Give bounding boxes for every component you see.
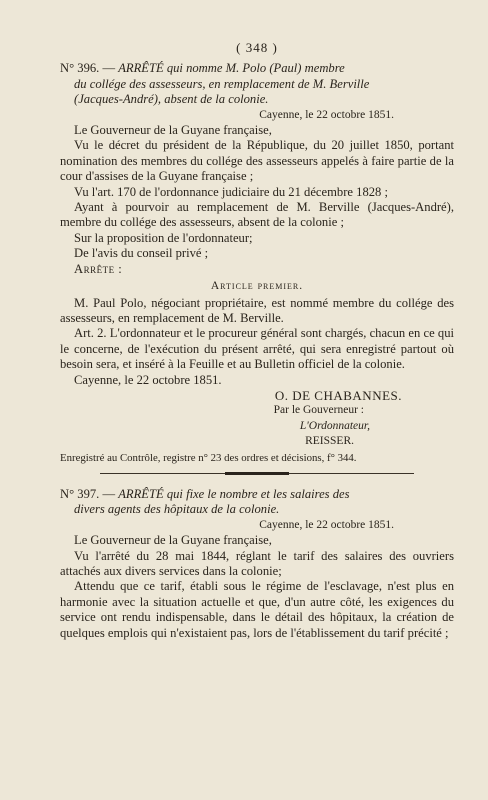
article-title: Article premier. — [210, 280, 304, 293]
decree-date: Cayenne, le 22 octobre 1851. — [259, 108, 394, 121]
decree-heading — [60, 61, 454, 76]
decree-397 — [60, 487, 454, 641]
decree-date: Cayenne, le 22 octobre 1851. — [259, 518, 394, 531]
paragraph: Ayant à pourvoir au remplacement de M. Berville (Jacques-André), membre du collége des assesseurs, absent de la colonie ; — [60, 200, 454, 230]
signature-name: O. DE CHABANNES. — [274, 387, 402, 403]
arrete-label: Arrête : — [74, 261, 123, 276]
page-content — [60, 40, 454, 641]
paragraph: M. Paul Polo, négociant propriétaire, est nommé membre du collége des assesseurs, en remplacement de M. Berville. — [60, 295, 454, 325]
signature-by: Par le Gouverneur : — [273, 404, 364, 417]
decree-heading-line: divers agents des hôpitaux de la colonie. — [74, 502, 280, 517]
paragraph: Vu le décret du président de la République, du 20 juillet 1850, portant nomination des membres du collége des assesseurs appelés à faire partie de la cour d'assises de la Guyane française ; — [60, 138, 454, 184]
decree-number: N° 397. — — [60, 486, 119, 501]
signature-role: L'Ordonnateur, — [299, 419, 370, 432]
paragraph: Le Gouverneur de la Guyane française, — [74, 123, 272, 138]
paragraph: Cayenne, le 22 octobre 1851. — [74, 372, 222, 387]
registration-note: Enregistré au Contrôle, registre n° 23 des ordres et décisions, f° 344. — [60, 451, 357, 464]
decree-heading — [60, 487, 454, 502]
paragraph: Le Gouverneur de la Guyane française, — [74, 533, 272, 548]
paragraph: Attendu que ce tarif, établi sous le régime de l'esclavage, n'est plus en harmonie avec la situation actuelle et que, d'un autre côté, les exigences du service ont rendu indispensable, dans le détail des hôpitaux, la création de quelques emplois qui n'existaient pas, lors de l'établissement du tarif précité ; — [60, 579, 454, 640]
decree-heading-line: (Jacques-André), absent de la colonie. — [74, 92, 269, 107]
paragraph: Vu l'art. 170 de l'ordonnance judiciaire du 21 décembre 1828 ; — [74, 184, 388, 199]
decree-396 — [60, 61, 454, 466]
signature-person: REISSER. — [305, 435, 354, 448]
page-number: ( 348 ) — [236, 40, 278, 55]
decree-heading-line: du collége des assesseurs, en remplacement de M. Berville — [74, 76, 370, 91]
divider-ornament — [225, 472, 289, 475]
decree-number: N° 396. — — [60, 61, 119, 76]
paragraph: Art. 2. L'ordonnateur et le procureur général sont chargés, chacun en ce qui le concerne, de l'exécution du présent arrêté, qui sera enregistré partout où besoin sera, et inséré à la Feuille et au Bulletin officiel de la colonie. — [60, 326, 454, 372]
section-divider — [60, 469, 454, 477]
paragraph: Vu l'arrêté du 28 mai 1844, réglant le tarif des salaires des ouvriers attachés aux divers services dans la colonie; — [60, 548, 454, 578]
decree-heading-line: ARRÊTÉ qui nomme M. Polo (Paul) membre — [118, 61, 345, 76]
decree-heading-line: ARRÊTÉ qui fixe le nombre et les salaires des — [118, 486, 350, 501]
paragraph: Sur la proposition de l'ordonnateur; — [74, 230, 253, 245]
paragraph: De l'avis du conseil privé ; — [74, 246, 209, 261]
